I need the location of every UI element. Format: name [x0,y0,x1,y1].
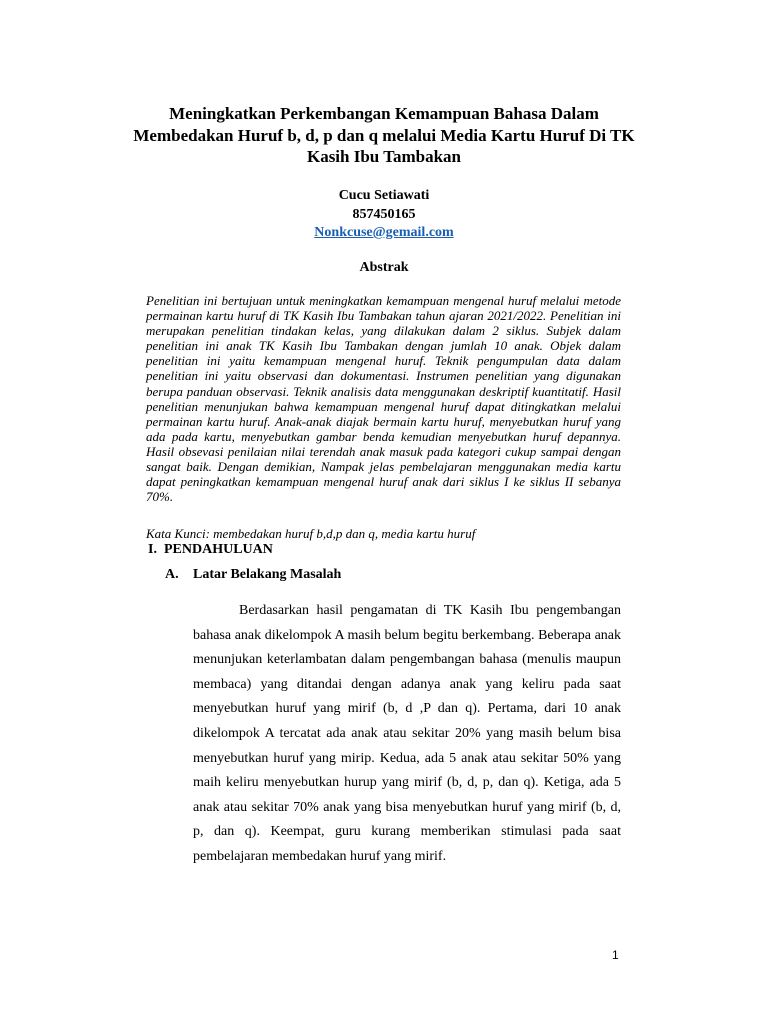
section-number: I. [148,542,157,557]
author-email-link[interactable]: Nonkcuse@gemail.com [314,225,454,240]
section-heading [148,542,273,558]
subsection-title: Latar Belakang Masalah [193,567,342,582]
author-block [120,187,648,243]
keywords: Kata Kunci: membedakan huruf b,d,p dan q, media kartu huruf [146,526,476,541]
page-number: 1 [612,948,619,962]
author-name: Cucu Setiawati [338,188,430,203]
abstract-text: Penelitian ini bertujuan untuk meningkatkan kemampuan mengenal huruf melalui metode permainan kartu huruf di TK Kasih Ibu Tambakan tahun ajaran 2021/2022. Penelitian ini merupakan penelitian tindakan kelas, yang dilakukan dalam 2 siklus. Subjek dalam penelitian ini anak TK Kasih Ibu Tambakan dengan jumlah 10 anak. Objek dalam penelitian ini yaitu kemampuan mengenal huruf. Teknik pengumpulan data dalam penelitian ini yaitu observasi dan dokumentasi. Instrumen penelitian yang digunakan berupa panduan observasi. Teknik analisis data menggunakan deskriptif kuantitatif. Hasil penelitian menunjukan bahwa kemampuan mengenal huruf dapat ditingkatkan melalui permainan kartu huruf. Anak-anak diajak bermain kartu huruf, menyebutkan huruf yang ada pada kartu, menyebutkan gambar benda kemudian menyebutkan huruf depannya. Hasil obsevasi penilaian nilai terendah anak masuk pada kategori cukup sampai dengan sangat baik. Dengan demikian, Nampak jelas pembelajaran menggunakan media kartu dapat peningkatkan kemampuan mengenal huruf anak dari siklus I ke siklus II sebanya 70%. [146,293,621,505]
abstract-heading: Abstrak [359,260,409,275]
body-paragraph: Berdasarkan hasil pengamatan di TK Kasih Ibu pengembangan bahasa anak dikelompok A masih belum begitu berkembang. Beberapa anak menunjukan keterlambatan dalam pengembangan bahasa (menulis maupun membaca) yang ditandai dengan adanya anak yang keliru pada saat menyebutkan huruf yang mirif (b, d ,P dan q). Pertama, dari 10 anak dikelompok A tercatat ada anak atau sekitar 20% yang masih belum bisa menyebutkan huruf yang mirip. Kedua, ada 5 anak atau sekitar 50% yang maih keliru menyebutkan hurup yang mirif (b, d, p, dan q). Ketiga, ada 5 anak atau sekitar 70% anak yang bisa menyebutkan huruf yang mirif (b, d, p, dan q). Keempat, guru kurang memberikan stimulasi pada saat pembelajaran membedakan huruf yang mirif. [193,603,621,864]
author-id: 857450165 [352,206,416,222]
subsection-number: A. [165,567,179,582]
section-title: PENDAHULUAN [164,542,273,557]
subsection-heading [165,567,341,583]
paper-title: Meningkatkan Perkembangan Kemampuan Bahasa Dalam Membedakan Huruf b, d, p dan q melalui Media Kartu Huruf Di TK Kasih Ibu Tambakan [133,104,635,166]
